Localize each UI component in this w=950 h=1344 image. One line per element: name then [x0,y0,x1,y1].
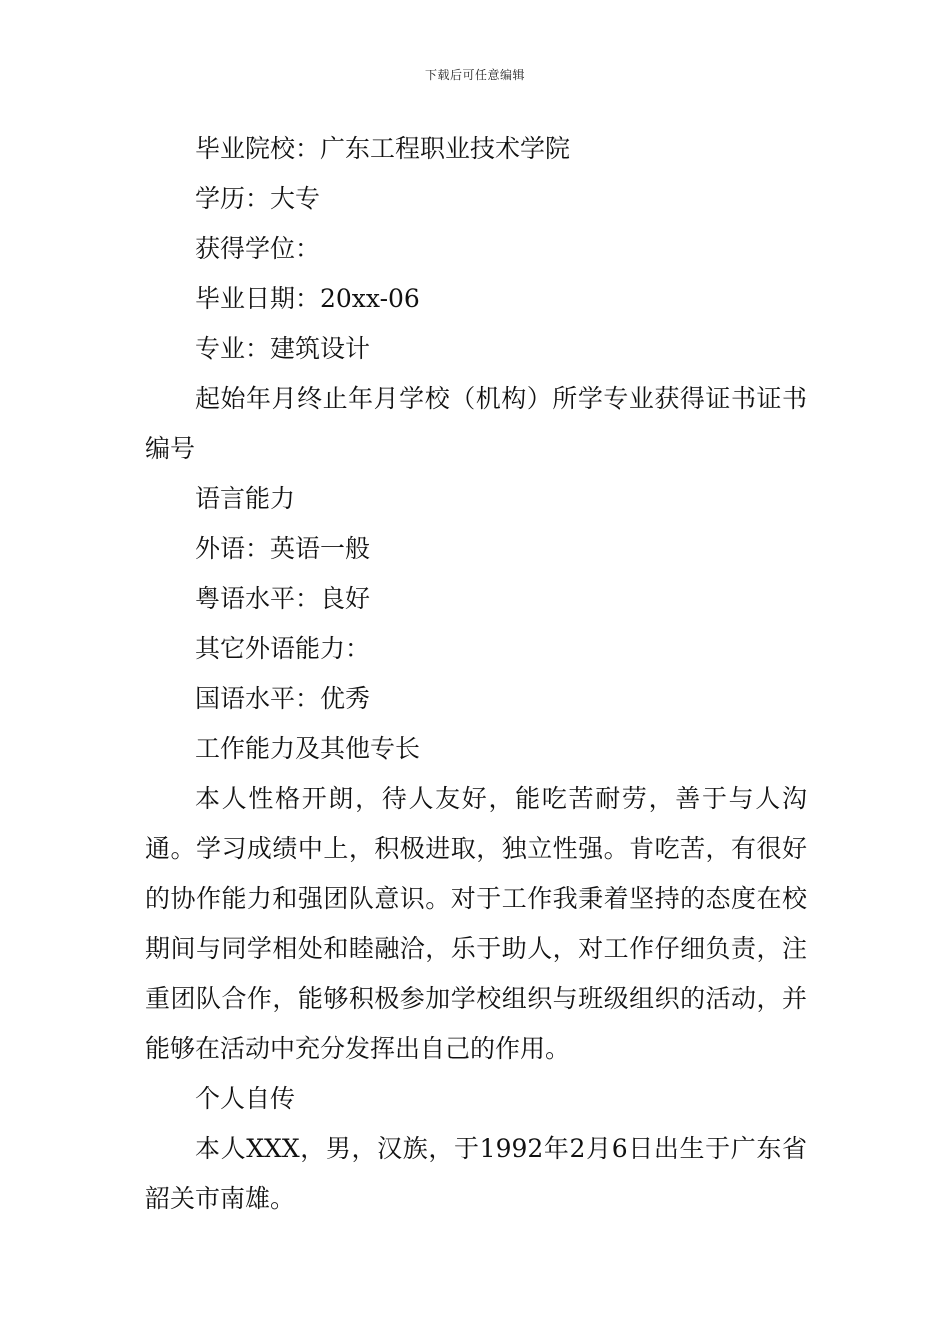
section-title-autobiography: 个人自传 [195,1084,296,1113]
mandarin-level: 国语水平：优秀 [195,684,371,713]
education-level: 学历：大专 [195,184,321,213]
education-school: 毕业院校：广东工程职业技术学院 [195,134,571,163]
section-title-language: 语言能力 [195,484,296,513]
page-header-note: 下载后可任意编辑 [424,68,525,82]
education-table-header: 起始年月终止年月学校（机构）所学专业获得证书证书编号 [145,384,807,463]
section-title-skills: 工作能力及其他专长 [195,734,421,763]
other-languages: 其它外语能力： [195,634,371,663]
autobiography-text: 本人XXX，男，汉族，于1992年2月6日出生于广东省韶关市南雄。 [145,1134,807,1213]
major: 专业：建筑设计 [195,334,371,363]
degree-obtained: 获得学位： [195,234,321,263]
graduation-date: 毕业日期：20xx-06 [195,284,420,313]
cantonese-level: 粤语水平：良好 [195,584,371,613]
skills-description: 本人性格开朗，待人友好，能吃苦耐劳，善于与人沟通。学习成绩中上，积极进取，独立性强。肯吃苦，有很好的协作能力和强团队意识。对于工作我秉着坚持的态度在校期间与同学相处和睦融洽，乐于助人，对工作仔细负责，注重团队合作，能够积极参加学校组织与班级组织的活动，并能够在活动中充分发挥出自己的作用。 [145,784,807,1063]
foreign-language: 外语：英语一般 [195,534,371,563]
document-body [145,124,807,1224]
